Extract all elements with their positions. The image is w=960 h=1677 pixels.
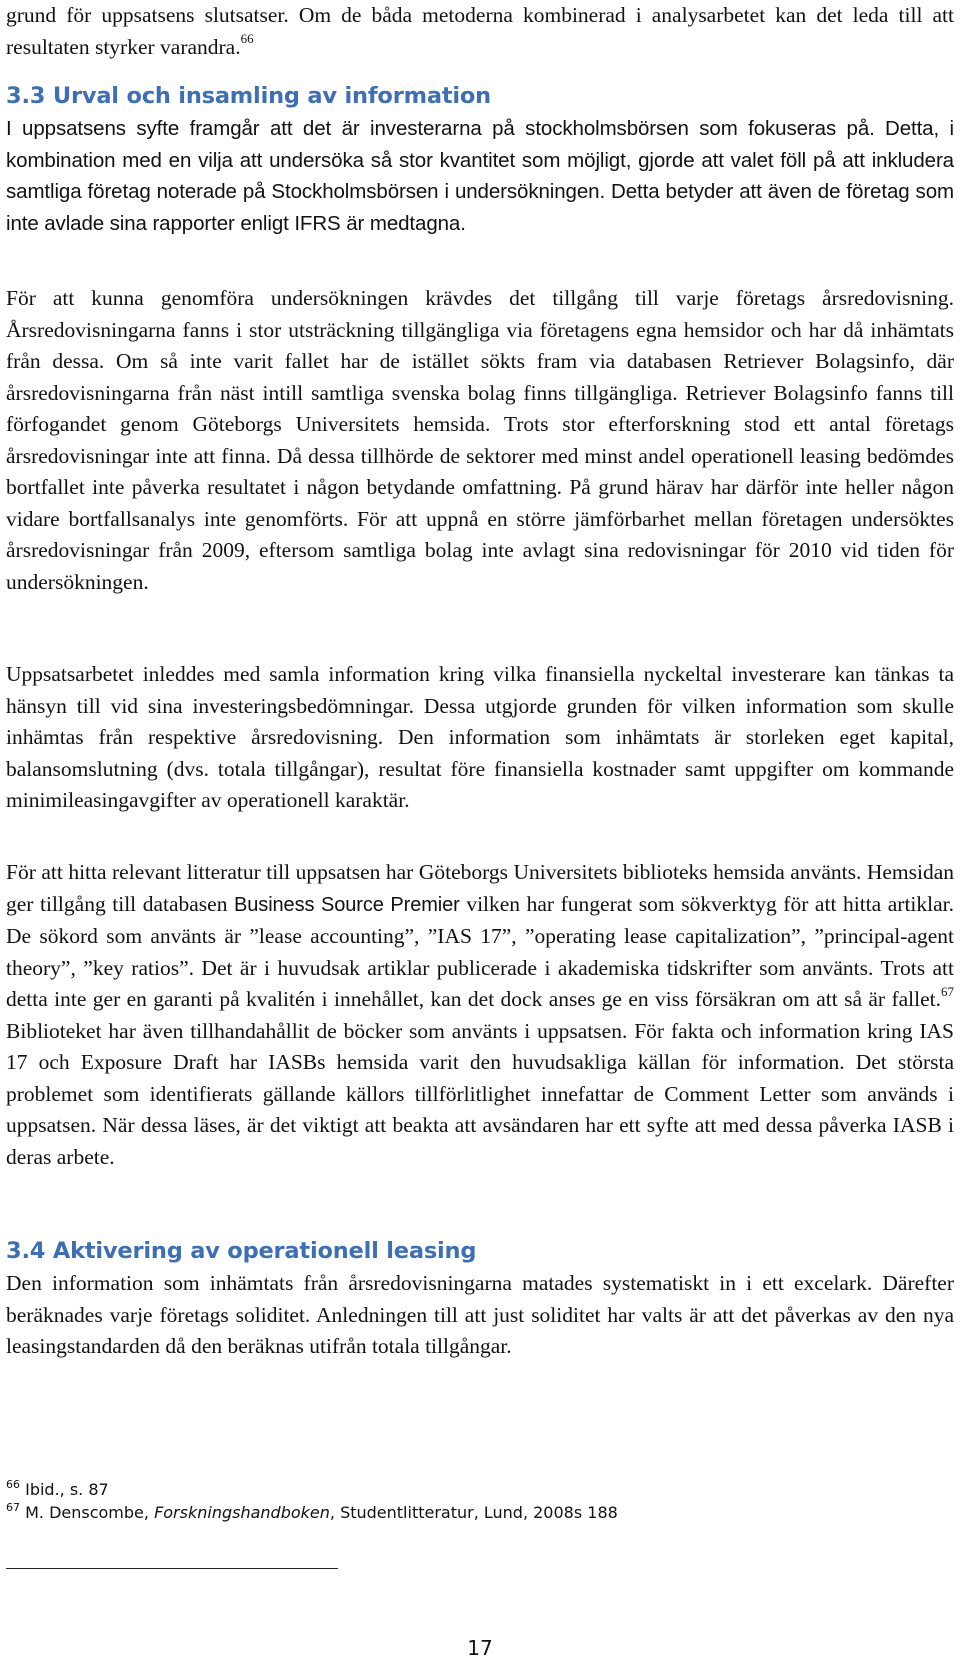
paragraph-selection (6, 113, 954, 239)
paragraph-key-ratios: Uppsatsarbetet inleddes med samla information kring vilka finansiella nyckeltal investerare kan tänkas ta hänsyn till vid sina investeringsbedömningar. Dessa utgjorde grunden för vilken information som skulle inhämtas från respektive årsredovisning. Den information som inhämtats är storleken eget kapital, balansomslutning (dvs. totala tillgångar), resultat före finansiella kostnader samt uppgifter om kommande minimileasingavgifter av operationell karaktär. (6, 662, 954, 812)
section-3-4 (6, 1236, 954, 1363)
section-heading-3-4: 3.4 Aktivering av operationell leasing (6, 1238, 477, 1264)
footnote-text-publisher: , Studentlitteratur, Lund, 2008s 188 (329, 1503, 618, 1522)
literature-text-b: vilken har fungerat som sökverktyg för att hitta artiklar. De sökord som använts är ”lease accounting”, ”IAS 17”, ”operating lease capitalization”, ”principal-agent theory”, ”key ratios”. Det är i huvudsak artiklar publicerade i akademiska tidskrifter som använts. Trots att detta inte ger en garanti på kvalitén i innehållet, kan det dock anses ge en viss försäkran om att så är fallet. (6, 891, 955, 1011)
paragraph-literature (6, 857, 954, 1173)
footnote-book-title: Forskningshandboken (154, 1503, 330, 1522)
section-3-3 (6, 81, 954, 239)
footnote-text: Ibid., s. 87 (25, 1480, 109, 1499)
intro-text: grund för uppsatsens slutsatser. Om de båda metoderna kombinerad i analysarbetet kan det leda till att resultaten styrker varandra. (6, 3, 954, 59)
paragraph-activation: Den information som inhämtats från årsredovisningarna matades systematiskt in i ett excelark. Därefter beräknades varje företags soliditet. Anledningen till att just soliditet har valts är att det påverkas av den nya leasingstandarden då den beräknas utifrån totala tillgångar. (6, 1271, 954, 1358)
paragraph-key-ratios-wrap (6, 659, 954, 817)
database-name: Business Source Premier (234, 893, 460, 916)
footnote-number: 67 (6, 1500, 20, 1514)
page-number: 17 (467, 1636, 493, 1660)
paragraph-literature-wrap (6, 857, 954, 1173)
literature-text-c: Biblioteket har även tillhandahållit de böcker som använts i uppsatsen. För fakta och information kring IAS 17 och Exposure Draft har IASBs hemsida varit den huvudsakliga källan för information. Det största problemet som identifierats gällande källors tillförlitlighet innefattar de Comment Letter som används i uppsatsen. När dessa läses, är det viktigt att beakta att avsändaren har ett syfte att med dessa påverka IASB i deras arbete. (6, 1018, 954, 1169)
footnote-number: 66 (6, 1477, 20, 1491)
paragraph-annual-reports-wrap (6, 283, 954, 598)
footnote-ref-66: 66 (240, 31, 254, 47)
footnote-67 (6, 1502, 618, 1524)
literature-text-a: För att hitta relevant litteratur till uppsatsen har Göteborgs Universitets biblioteks hemsida använts. Hemsidan ger tillgång till databasen (6, 860, 954, 916)
paragraph-annual-reports: För att kunna genomföra undersökningen krävdes det tillgång till varje företags årsredovisning. Årsredovisningarna fanns i stor utsträckning tillgängliga via företagens egna hemsidor och har då inhämtats från dessa. Om så inte varit fallet har de istället sökts fram via databasen Retriever Bolagsinfo, där årsredovisningarna från näst intill samtliga svenska bolag finns tillgängliga. Retriever Bolagsinfo fanns till förfogandet genom Göteborgs Universitets hemsida. Trots stor efterforskning stod ett antal företags årsredovisningar inte att finna. Då dessa tillhörde de sektorer med minst andel operationell leasing bedömdes bortfallet inte påverka resultatet i någon betydande omfattning. På grund härav har därför inte heller någon vidare bortfallsanalys inte genomförts. För att uppnå en större jämförbarhet mellan företagen undersöktes årsredovisningar från 2009, eftersom samtliga bolag inte avlagt sina redovisningar för 2010 vid tiden för undersökningen. (6, 286, 954, 594)
footnote-ref-67: 67 (941, 983, 954, 999)
intro-paragraph (6, 0, 954, 63)
footnote-separator (6, 1568, 338, 1569)
paragraph-selection-lead: I uppsatsens syfte framgår att det är investerarna på stockholmsbörsen som fokuseras på. (6, 117, 875, 140)
paragraph-selection-body: Detta, i kombination med en vilja att undersöka så stor kvantitet som möjligt, gjorde att valet föll på att inkludera samtliga företag noterade på Stockholmsbörsen i undersökningen. Detta betyder att även de företag som inte avlade sina rapporter enligt IFRS är medtagna. (6, 117, 954, 235)
footnote-66 (6, 1479, 109, 1501)
section-heading-3-3: 3.3 Urval och insamling av information (6, 83, 491, 109)
footnote-text-author: M. Denscombe, (25, 1503, 155, 1522)
